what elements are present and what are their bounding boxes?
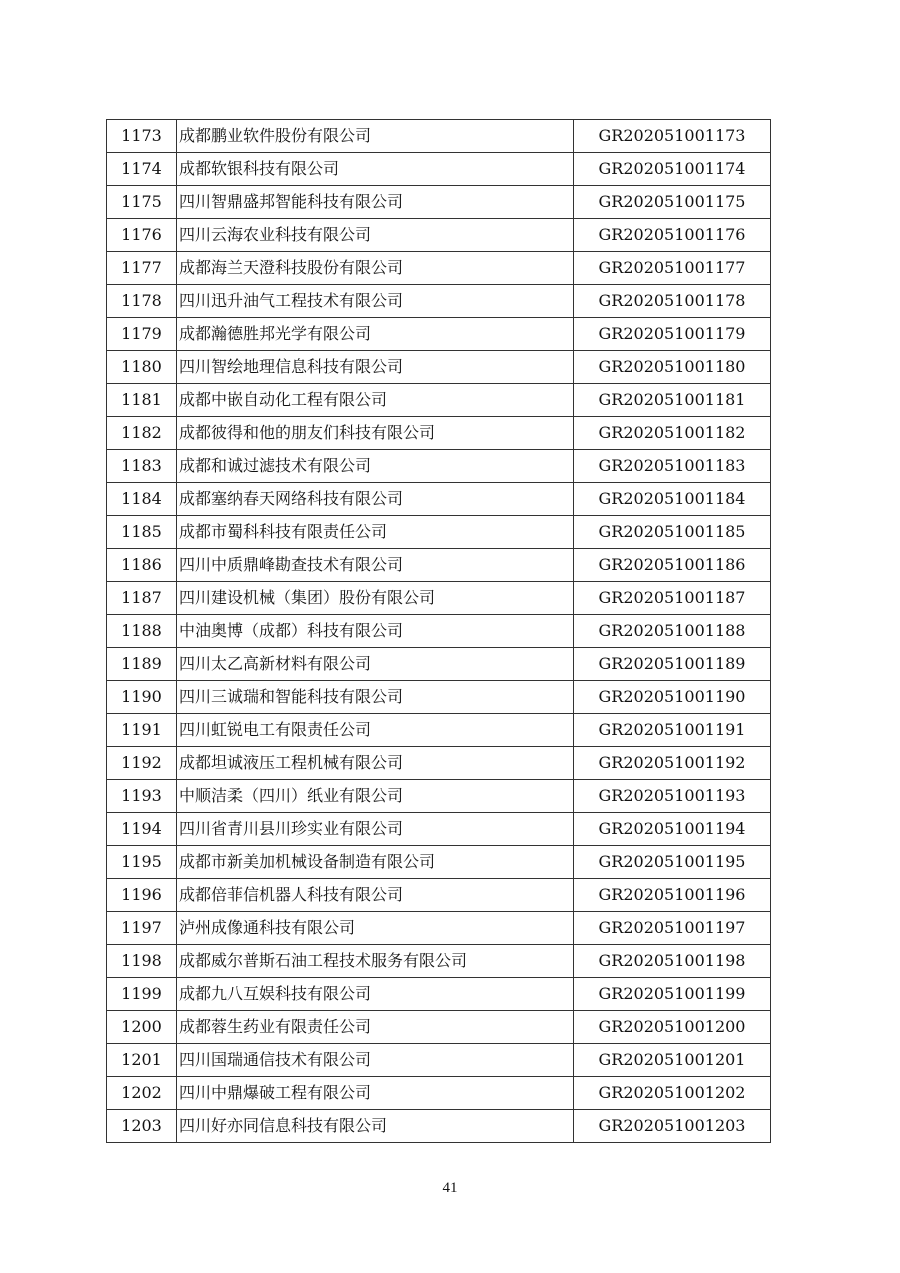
table-row: [107, 417, 771, 450]
company-name: 成都倍菲信机器人科技有限公司: [177, 879, 574, 912]
company-name: 四川建设机械（集团）股份有限公司: [177, 582, 574, 615]
table-row: [107, 879, 771, 912]
row-number: 1198: [107, 945, 177, 978]
table-row: [107, 483, 771, 516]
certificate-number: GR202051001182: [574, 417, 771, 450]
table-row: [107, 252, 771, 285]
company-name: 成都威尔普斯石油工程技术服务有限公司: [177, 945, 574, 978]
company-name: 四川云海农业科技有限公司: [177, 219, 574, 252]
certificate-number: GR202051001183: [574, 450, 771, 483]
certificate-number: GR202051001180: [574, 351, 771, 384]
row-number: 1187: [107, 582, 177, 615]
certificate-number: GR202051001178: [574, 285, 771, 318]
company-name: 成都九八互娱科技有限公司: [177, 978, 574, 1011]
table-row: [107, 318, 771, 351]
table-row: [107, 945, 771, 978]
certificate-number: GR202051001194: [574, 813, 771, 846]
company-name: 四川太乙高新材料有限公司: [177, 648, 574, 681]
table-row: [107, 1044, 771, 1077]
certificate-number: GR202051001193: [574, 780, 771, 813]
company-name: 成都蓉生药业有限责任公司: [177, 1011, 574, 1044]
row-number: 1189: [107, 648, 177, 681]
certificate-number: GR202051001198: [574, 945, 771, 978]
row-number: 1179: [107, 318, 177, 351]
certificate-number: GR202051001173: [574, 120, 771, 153]
row-number: 1180: [107, 351, 177, 384]
row-number: 1194: [107, 813, 177, 846]
company-name: 成都市蜀科科技有限责任公司: [177, 516, 574, 549]
row-number: 1186: [107, 549, 177, 582]
company-table: [106, 119, 771, 1143]
table-row: [107, 582, 771, 615]
company-name: 中顺洁柔（四川）纸业有限公司: [177, 780, 574, 813]
company-name: 四川智鼎盛邦智能科技有限公司: [177, 186, 574, 219]
table-row: [107, 813, 771, 846]
row-number: 1191: [107, 714, 177, 747]
row-number: 1175: [107, 186, 177, 219]
certificate-number: GR202051001184: [574, 483, 771, 516]
company-name: 成都市新美加机械设备制造有限公司: [177, 846, 574, 879]
table-row: [107, 846, 771, 879]
certificate-number: GR202051001192: [574, 747, 771, 780]
table-row: [107, 1077, 771, 1110]
company-name: 四川智绘地理信息科技有限公司: [177, 351, 574, 384]
company-name: 成都彼得和他的朋友们科技有限公司: [177, 417, 574, 450]
row-number: 1181: [107, 384, 177, 417]
certificate-number: GR202051001203: [574, 1110, 771, 1143]
row-number: 1190: [107, 681, 177, 714]
row-number: 1195: [107, 846, 177, 879]
row-number: 1183: [107, 450, 177, 483]
certificate-number: GR202051001175: [574, 186, 771, 219]
row-number: 1192: [107, 747, 177, 780]
certificate-number: GR202051001201: [574, 1044, 771, 1077]
certificate-number: GR202051001187: [574, 582, 771, 615]
table-row: [107, 681, 771, 714]
row-number: 1178: [107, 285, 177, 318]
row-number: 1200: [107, 1011, 177, 1044]
table-row: [107, 120, 771, 153]
row-number: 1173: [107, 120, 177, 153]
certificate-number: GR202051001190: [574, 681, 771, 714]
certificate-number: GR202051001177: [574, 252, 771, 285]
row-number: 1176: [107, 219, 177, 252]
certificate-number: GR202051001196: [574, 879, 771, 912]
row-number: 1197: [107, 912, 177, 945]
table-row: [107, 516, 771, 549]
table-row: [107, 648, 771, 681]
certificate-number: GR202051001176: [574, 219, 771, 252]
company-table-body: [107, 120, 771, 1143]
company-name: 四川中质鼎峰勘查技术有限公司: [177, 549, 574, 582]
row-number: 1177: [107, 252, 177, 285]
row-number: 1203: [107, 1110, 177, 1143]
certificate-number: GR202051001189: [574, 648, 771, 681]
certificate-number: GR202051001197: [574, 912, 771, 945]
company-name: 成都鹏业软件股份有限公司: [177, 120, 574, 153]
company-name: 四川省青川县川珍实业有限公司: [177, 813, 574, 846]
table-row: [107, 384, 771, 417]
table-row: [107, 186, 771, 219]
certificate-number: GR202051001185: [574, 516, 771, 549]
company-name: 成都软银科技有限公司: [177, 153, 574, 186]
certificate-number: GR202051001179: [574, 318, 771, 351]
row-number: 1196: [107, 879, 177, 912]
row-number: 1174: [107, 153, 177, 186]
table-row: [107, 351, 771, 384]
company-name: 成都和诚过滤技术有限公司: [177, 450, 574, 483]
company-name: 泸州成像通科技有限公司: [177, 912, 574, 945]
certificate-number: GR202051001202: [574, 1077, 771, 1110]
company-name: 成都塞纳春天网络科技有限公司: [177, 483, 574, 516]
certificate-number: GR202051001188: [574, 615, 771, 648]
row-number: 1185: [107, 516, 177, 549]
table-row: [107, 978, 771, 1011]
company-name: 成都瀚德胜邦光学有限公司: [177, 318, 574, 351]
table-row: [107, 450, 771, 483]
row-number: 1199: [107, 978, 177, 1011]
company-name: 四川好亦同信息科技有限公司: [177, 1110, 574, 1143]
row-number: 1201: [107, 1044, 177, 1077]
table-row: [107, 780, 771, 813]
table-row: [107, 714, 771, 747]
table-row: [107, 549, 771, 582]
company-name: 四川中鼎爆破工程有限公司: [177, 1077, 574, 1110]
company-name: 四川三诚瑞和智能科技有限公司: [177, 681, 574, 714]
company-name: 成都坦诚液压工程机械有限公司: [177, 747, 574, 780]
page-number: 41: [442, 1180, 458, 1196]
certificate-number: GR202051001174: [574, 153, 771, 186]
row-number: 1202: [107, 1077, 177, 1110]
table-row: [107, 912, 771, 945]
certificate-number: GR202051001199: [574, 978, 771, 1011]
table-row: [107, 747, 771, 780]
row-number: 1193: [107, 780, 177, 813]
company-name: 成都中嵌自动化工程有限公司: [177, 384, 574, 417]
company-name: 成都海兰天澄科技股份有限公司: [177, 252, 574, 285]
table-row: [107, 219, 771, 252]
certificate-number: GR202051001186: [574, 549, 771, 582]
certificate-number: GR202051001195: [574, 846, 771, 879]
row-number: 1184: [107, 483, 177, 516]
table-row: [107, 1110, 771, 1143]
table-row: [107, 1011, 771, 1044]
table-row: [107, 615, 771, 648]
certificate-number: GR202051001181: [574, 384, 771, 417]
company-name: 中油奥博（成都）科技有限公司: [177, 615, 574, 648]
table-row: [107, 285, 771, 318]
certificate-number: GR202051001200: [574, 1011, 771, 1044]
row-number: 1188: [107, 615, 177, 648]
certificate-number: GR202051001191: [574, 714, 771, 747]
company-name: 四川迅升油气工程技术有限公司: [177, 285, 574, 318]
company-name: 四川虹锐电工有限责任公司: [177, 714, 574, 747]
row-number: 1182: [107, 417, 177, 450]
table-row: [107, 153, 771, 186]
company-name: 四川国瑞通信技术有限公司: [177, 1044, 574, 1077]
